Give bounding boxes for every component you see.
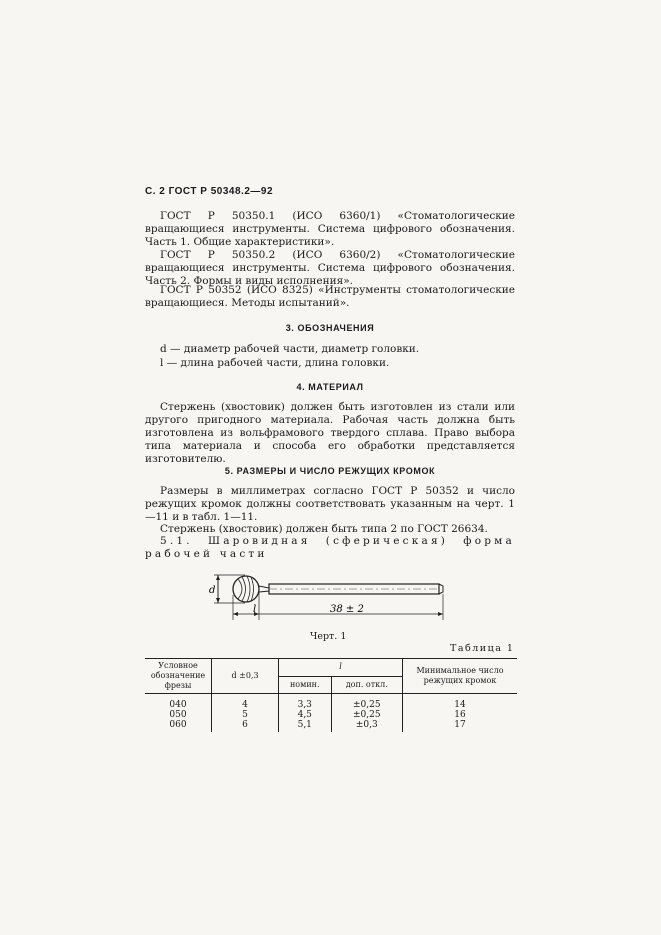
header-l-tolerance: доп. откл. [331,676,402,694]
cell-l: 5,1 [279,720,332,732]
table-row [145,694,517,711]
figure-1-drawing [205,570,455,625]
cell-d: 6 [212,720,279,732]
figure-caption: Черт. 1 [310,631,347,642]
table-1 [145,658,517,732]
cell-d: 4 [212,694,279,711]
reference-3: ГОСТ Р 50352 (ИСО 8325) «Инструменты стоматологические вращающиеся. Методы испытаний». [145,284,515,309]
neck [259,586,269,592]
cell-code: 050 [169,710,187,720]
definition-d: d — диаметр рабочей части, диаметр головки. [160,343,420,355]
cell-edges: 17 [403,720,518,732]
cell-l: 3,3 [279,694,332,711]
d-arrow-top [216,575,220,580]
header-designation: Условное обозначение фрезы [145,659,212,694]
cell-tolerance: ±0,25 [331,694,402,711]
page-header: С. 2 ГОСТ Р 50348.2—92 [145,186,274,197]
header-min-edges: Минимальное число режущих кромок [403,659,518,694]
section-5-paragraph-1: Размеры в миллиметрах согласно ГОСТ Р 50352 и число режущих кромок должны соответствовать указанным на черт. 1—11 и в табл. 1—11. [145,485,515,523]
length-arrow-right [438,612,443,616]
cell-d: 5 [212,710,279,720]
table-row [145,710,517,720]
d-arrow-bottom [216,598,220,603]
section-5-paragraph-2: Стержень (хвостовик) должен быть типа 2 по ГОСТ 26634. [160,523,488,535]
section-5-1-title: 5.1. Шаровидная (сферическая) форма рабочей части [145,535,515,560]
reference-1: ГОСТ Р 50350.1 (ИСО 6360/1) «Стоматологические вращающиеся инструменты. Система цифрового обозначения. Часть 1. Общие характеристики». [145,210,515,248]
spherical-head [233,576,259,602]
definition-l: l — длина рабочей части, длина головки. [160,357,390,369]
reference-2: ГОСТ Р 50350.2 (ИСО 6360/2) «Стоматологические вращающиеся инструменты. Система цифрового обозначения. Часть 2. Формы и виды исполнения». [145,249,515,287]
cell-code: 060 [169,720,187,730]
table-row [145,720,517,732]
cell-tolerance: ±0,25 [331,710,402,720]
l-arrow-left [233,612,238,616]
header-l: l [279,659,403,677]
section-3-title: 3. ОБОЗНАЧЕНИЯ [285,323,375,333]
section-5-title: 5. РАЗМЕРЫ И ЧИСЛО РЕЖУЩИХ КРОМОК [224,466,436,476]
header-l-nominal: номин. [279,676,332,694]
table-label: Таблица 1 [450,643,515,654]
d-label: d [209,585,216,596]
shank-end [439,584,443,594]
cell-edges: 16 [403,710,518,720]
cutting-edges [238,576,254,602]
cell-tolerance: ±0,3 [331,720,402,732]
cell-code: 040 [169,700,187,710]
l-label: l [253,604,257,615]
section-4-text: Стержень (хвостовик) должен быть изготовлен из стали или другого пригодного материала. Рабочая часть должна быть изготовлена из вольфрамового твердого сплава. Право выбора типа материала и способа его обработки представляется изготовителю. [145,401,515,465]
cell-edges: 14 [403,694,518,711]
cell-l: 4,5 [279,710,332,720]
section-4-title: 4. МАТЕРИАЛ [296,382,364,392]
header-d: d ±0,3 [212,659,279,694]
length-label: 38 ± 2 [330,604,364,615]
